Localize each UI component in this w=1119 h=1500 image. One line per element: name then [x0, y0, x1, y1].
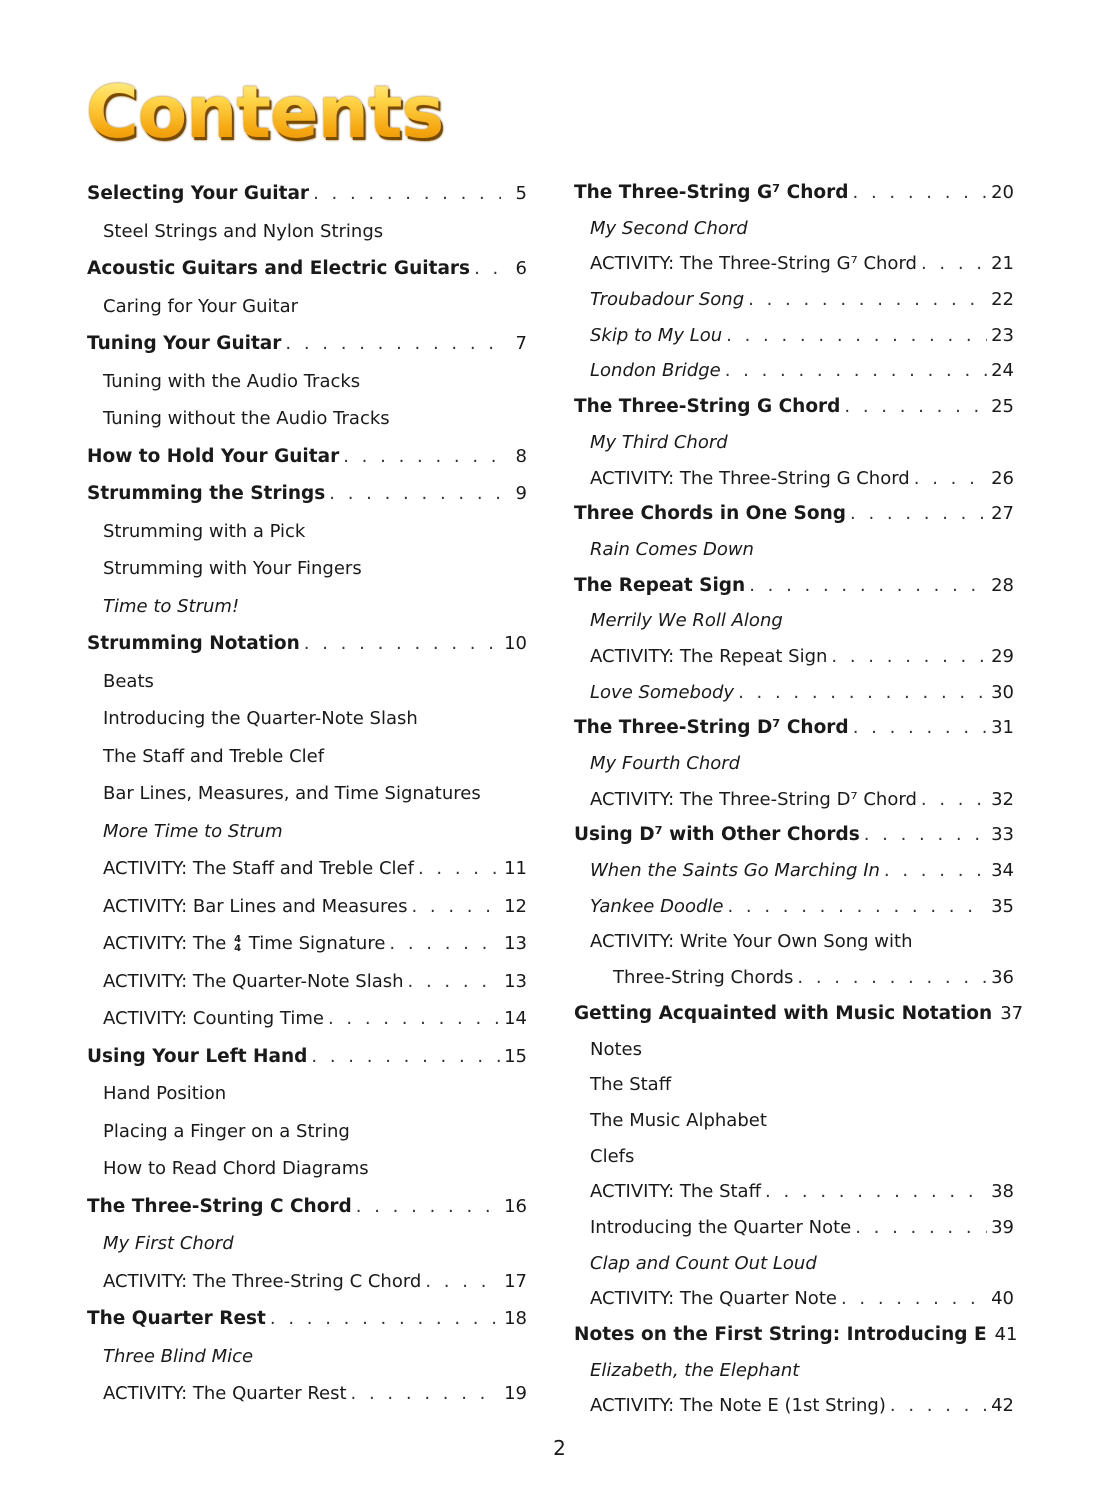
- toc-entry-title: The Quarter Rest: [87, 1308, 266, 1329]
- dot-leader: [356, 1188, 500, 1226]
- toc-subentry: [574, 1032, 1014, 1068]
- toc-section-entry: [574, 568, 1014, 604]
- toc-section-entry: [574, 710, 1014, 746]
- toc-entry-title: Introducing the Quarter-Note Slash: [103, 708, 418, 729]
- toc-subentry: [87, 1113, 527, 1151]
- toc-entry-title: Tuning without the Audio Tracks: [103, 408, 390, 429]
- toc-subentry: [87, 1225, 527, 1263]
- toc-section-entry: [87, 1300, 527, 1338]
- toc-subentry: [87, 1375, 527, 1413]
- toc-subentry: [574, 1103, 1014, 1139]
- toc-subentry: [87, 1338, 527, 1376]
- toc-subentry: [87, 363, 527, 401]
- toc-page-number: 10: [504, 633, 527, 654]
- dot-leader: [748, 282, 987, 318]
- toc-entry-title: The Three-String G⁷ Chord: [574, 182, 849, 203]
- toc-subentry: [574, 1281, 1014, 1317]
- contents-column-left: [87, 175, 527, 1413]
- toc-subentry: [574, 1246, 1014, 1282]
- toc-page-number: 34: [991, 860, 1014, 882]
- toc-page-number: 19: [504, 1383, 527, 1404]
- toc-entry-title: Rain Comes Down: [590, 538, 754, 560]
- toc-entry-title: ACTIVITY: The Quarter-Note Slash: [103, 970, 404, 992]
- toc-subentry: [574, 853, 1014, 889]
- toc-entry-title: Notes: [590, 1038, 642, 1060]
- toc-subentry: [87, 700, 527, 738]
- toc-entry-title: The Three-String G Chord: [574, 396, 841, 418]
- toc-page-number: 15: [504, 1045, 527, 1067]
- page-title: Contents: [86, 70, 444, 154]
- toc-subentry: [574, 246, 1014, 282]
- dot-leader: [313, 175, 501, 213]
- dot-leader: [329, 475, 501, 513]
- toc-entry-title: Using Your Left Hand: [87, 1045, 308, 1067]
- toc-entry-title: ACTIVITY: Bar Lines and Measures: [103, 895, 408, 917]
- dot-leader: [850, 496, 987, 532]
- dot-leader: [831, 639, 987, 675]
- toc-entry-title: Clap and Count Out Loud: [590, 1252, 817, 1274]
- toc-page-number: 20: [991, 182, 1014, 203]
- toc-page-number: 31: [991, 717, 1014, 739]
- dot-leader: [351, 1375, 501, 1413]
- toc-entry-title: ACTIVITY: The Quarter Rest: [103, 1383, 347, 1404]
- dot-leader: [921, 246, 987, 282]
- toc-section-entry: [574, 175, 1014, 211]
- toc-page-number: 37: [1000, 1002, 1024, 1024]
- toc-subentry: [87, 550, 527, 588]
- toc-subentry: [87, 213, 527, 251]
- dot-leader: [855, 1210, 987, 1246]
- toc-entry-title: My Third Chord: [590, 431, 728, 453]
- dot-leader: [853, 710, 987, 746]
- toc-entry-title: ACTIVITY: The Repeat Sign: [590, 645, 828, 667]
- toc-entry-title: Three-String Chords: [613, 967, 794, 989]
- toc-page-number: 36: [991, 967, 1014, 989]
- toc-subentry: [574, 353, 1014, 389]
- toc-page-number: 22: [991, 289, 1014, 311]
- toc-entry-title: [103, 925, 385, 963]
- toc-entry-title: Troubadour Song: [590, 289, 745, 311]
- toc-section-entry: [87, 1188, 527, 1226]
- toc-page-number: 6: [515, 258, 527, 279]
- toc-page-number: 29: [991, 645, 1014, 667]
- dot-leader: [797, 960, 987, 996]
- toc-page-number: 39: [991, 1216, 1014, 1238]
- dot-leader: [727, 889, 987, 925]
- toc-entry-title: The Staff and Treble Clef: [103, 745, 325, 767]
- toc-entry-title: Yankee Doodle: [590, 895, 724, 917]
- dot-leader: [864, 817, 987, 853]
- dot-leader: [311, 1038, 500, 1076]
- toc-entry-title: How to Read Chord Diagrams: [103, 1158, 369, 1179]
- toc-entry-title: My Second Chord: [590, 217, 748, 239]
- toc-subentry: [87, 1075, 527, 1113]
- toc-page-number: 28: [991, 574, 1014, 596]
- toc-entry-title: Introducing the Quarter Note: [590, 1216, 852, 1238]
- dot-leader: [411, 888, 500, 926]
- dot-leader: [738, 675, 987, 711]
- toc-entry-title: Beats: [103, 670, 154, 692]
- toc-subentry: [574, 1353, 1014, 1389]
- dot-leader: [725, 353, 987, 389]
- toc-subentry: [87, 850, 527, 888]
- toc-subentry: [87, 813, 527, 851]
- toc-entry-title-part: Time Signature: [248, 933, 386, 954]
- toc-subentry: [574, 211, 1014, 247]
- toc-entry-title: Strumming with a Pick: [103, 520, 306, 542]
- toc-subentry: [87, 1150, 527, 1188]
- dot-leader: [285, 325, 501, 363]
- toc-page-number: 23: [991, 324, 1014, 346]
- toc-entry-title: ACTIVITY: The Three-String C Chord: [103, 1270, 422, 1292]
- toc-subentry: [574, 461, 1014, 497]
- toc-entry-title: Strumming with Your Fingers: [103, 558, 362, 579]
- toc-entry-title: Merrily We Roll Along: [590, 610, 783, 632]
- toc-page-number: 18: [504, 1308, 527, 1329]
- toc-entry-title: Getting Acquainted with Music Notation: [574, 1002, 993, 1024]
- dot-leader: [270, 1300, 500, 1338]
- dot-leader: [726, 318, 987, 354]
- toc-entry-title: London Bridge: [590, 360, 721, 382]
- toc-section-entry: [87, 1038, 527, 1076]
- toc-page-number: 5: [515, 183, 527, 204]
- toc-page-number: 13: [504, 970, 527, 992]
- toc-subentry: [87, 400, 527, 438]
- toc-entry-title: Caring for Your Guitar: [103, 295, 299, 317]
- toc-entry-title: Strumming Notation: [87, 633, 300, 654]
- toc-page-number: 26: [991, 467, 1014, 489]
- dot-leader: [914, 461, 987, 497]
- toc-page-number: 13: [504, 933, 527, 954]
- toc-page-number: 41: [994, 1324, 1018, 1345]
- toc-page-number: 27: [991, 503, 1014, 525]
- toc-subentry: [574, 639, 1014, 675]
- toc-entry-title: ACTIVITY: The Quarter Note: [590, 1288, 837, 1310]
- toc-entry-title: Time to Strum!: [103, 595, 240, 617]
- toc-entry-title: The Three-String D⁷ Chord: [574, 717, 849, 739]
- toc-entry-title: Three Chords in One Song: [574, 503, 847, 525]
- toc-page-number: 21: [991, 253, 1014, 275]
- toc-entry-title: Bar Lines, Measures, and Time Signatures: [103, 783, 481, 804]
- toc-entry-title: ACTIVITY: Write Your Own Song with: [590, 931, 913, 953]
- toc-subentry: [87, 963, 527, 1001]
- dot-leader: [844, 389, 987, 425]
- toc-page-number: 30: [991, 681, 1014, 703]
- toc-page-number: 38: [991, 1181, 1014, 1203]
- toc-entry-title: Acoustic Guitars and Electric Guitars: [87, 258, 471, 279]
- toc-page-number: 24: [991, 360, 1014, 382]
- toc-entry-title: ACTIVITY: The Note E (1st String): [590, 1395, 886, 1417]
- toc-page-number: 14: [504, 1008, 527, 1029]
- toc-entry-title: Steel Strings and Nylon Strings: [103, 220, 384, 242]
- toc-subentry: [574, 889, 1014, 925]
- toc-page-number: 42: [991, 1395, 1014, 1417]
- toc-subentry: [87, 775, 527, 813]
- time-signature-glyph: 4 4: [234, 934, 242, 954]
- dot-leader: [343, 438, 501, 476]
- toc-section-entry: [574, 996, 1024, 1032]
- dot-leader: [841, 1281, 987, 1317]
- toc-subentry: [87, 1263, 527, 1301]
- toc-page-number: 9: [515, 483, 527, 504]
- toc-entry-title: Clefs: [590, 1145, 635, 1167]
- toc-entry-title: Tuning Your Guitar: [87, 333, 282, 354]
- toc-section-entry: [574, 496, 1014, 532]
- dot-leader: [884, 853, 987, 889]
- dot-leader: [328, 1000, 500, 1038]
- toc-entry-title-part: ACTIVITY: The: [103, 933, 227, 954]
- toc-entry-title: Strumming the Strings: [87, 483, 326, 504]
- toc-entry-title: Selecting Your Guitar: [87, 183, 310, 204]
- toc-subentry: [574, 532, 1014, 568]
- toc-page-number: 8: [515, 445, 527, 467]
- toc-entry-title: Using D⁷ with Other Chords: [574, 824, 860, 846]
- toc-subentry: [87, 588, 527, 626]
- toc-entry-title: The Repeat Sign: [574, 574, 746, 596]
- toc-subentry: [574, 318, 1014, 354]
- dot-leader: [749, 568, 987, 604]
- toc-entry-title: ACTIVITY: The Staff and Treble Clef: [103, 858, 414, 879]
- toc-entry-title: Hand Position: [103, 1083, 227, 1104]
- dot-leader: [418, 850, 500, 888]
- toc-subentry: [87, 1000, 527, 1038]
- toc-page-number: 40: [991, 1288, 1014, 1310]
- toc-section-entry: [574, 1317, 1018, 1353]
- toc-section-entry: [87, 325, 527, 363]
- dot-leader: [304, 625, 500, 663]
- toc-entry-title: Tuning with the Audio Tracks: [103, 370, 361, 392]
- dot-leader: [765, 1174, 987, 1210]
- toc-subentry: [87, 513, 527, 551]
- toc-page-number: 33: [991, 824, 1014, 846]
- toc-subentry: [574, 282, 1014, 318]
- toc-page-number: 7: [515, 333, 527, 354]
- toc-page-number: 35: [991, 895, 1014, 917]
- toc-subentry: [574, 425, 1014, 461]
- toc-subentry: [574, 924, 1014, 960]
- toc-entry-title: Love Somebody: [590, 681, 735, 703]
- toc-section-entry: [87, 475, 527, 513]
- toc-entry-title: Notes on the First String: Introducing E: [574, 1324, 987, 1345]
- dot-leader: [408, 963, 501, 1001]
- toc-entry-title: ACTIVITY: The Three-String G⁷ Chord: [590, 253, 917, 275]
- toc-subentry: [574, 1174, 1014, 1210]
- toc-entry-title: My Fourth Chord: [590, 753, 741, 774]
- toc-entry-title: When the Saints Go Marching In: [590, 860, 880, 882]
- toc-page-number: 11: [504, 858, 527, 879]
- toc-section-entry: [574, 389, 1014, 425]
- toc-entry-title: Elizabeth, the Elephant: [590, 1359, 800, 1381]
- dot-leader: [474, 250, 501, 288]
- toc-page-number: 32: [991, 788, 1014, 810]
- toc-subentry: [574, 1388, 1014, 1424]
- toc-entry-title: ACTIVITY: The Staff: [590, 1181, 761, 1203]
- toc-subentry: [87, 925, 527, 963]
- toc-subentry: [574, 675, 1014, 711]
- dot-leader: [890, 1388, 987, 1424]
- contents-column-right: [574, 175, 1024, 1424]
- toc-entry-title: More Time to Strum: [103, 820, 283, 842]
- toc-subentry: [574, 603, 1014, 639]
- toc-entry-title: Skip to My Lou: [590, 324, 723, 346]
- toc-subentry: [574, 746, 1014, 782]
- page-number: 2: [553, 1436, 566, 1460]
- toc-entry-title: ACTIVITY: The Three-String D⁷ Chord: [590, 788, 917, 810]
- toc-entry-title: Placing a Finger on a String: [103, 1120, 350, 1142]
- toc-section-entry: [87, 175, 527, 213]
- toc-subentry: [574, 1210, 1014, 1246]
- toc-subentry: [87, 663, 527, 701]
- dot-leader: [921, 782, 987, 818]
- dot-leader: [389, 925, 500, 963]
- dot-leader: [853, 175, 988, 211]
- toc-subentry: [87, 288, 527, 326]
- toc-entry-title: The Staff: [590, 1074, 672, 1096]
- toc-section-entry: [87, 625, 527, 663]
- toc-page-number: 25: [991, 396, 1014, 418]
- toc-page-number: 17: [504, 1270, 527, 1292]
- toc-subentry: [574, 782, 1014, 818]
- toc-entry-title: The Three-String C Chord: [87, 1195, 352, 1217]
- toc-entry-title: ACTIVITY: The Three-String G Chord: [590, 467, 910, 489]
- toc-entry-title: How to Hold Your Guitar: [87, 445, 340, 467]
- toc-subentry: [574, 960, 1014, 996]
- toc-subentry: [87, 888, 527, 926]
- toc-subentry: [574, 1139, 1014, 1175]
- toc-entry-title: The Music Alphabet: [590, 1109, 767, 1131]
- toc-subentry: [87, 738, 527, 776]
- dot-leader: [425, 1263, 500, 1301]
- toc-entry-title: ACTIVITY: Counting Time: [103, 1008, 324, 1029]
- toc-entry-title: My First Chord: [103, 1233, 234, 1254]
- toc-page-number: 16: [504, 1195, 527, 1217]
- toc-section-entry: [87, 438, 527, 476]
- toc-entry-title: Three Blind Mice: [103, 1345, 254, 1367]
- toc-subentry: [574, 1067, 1014, 1103]
- toc-page-number: 12: [504, 895, 527, 917]
- toc-section-entry: [87, 250, 527, 288]
- toc-section-entry: [574, 817, 1014, 853]
